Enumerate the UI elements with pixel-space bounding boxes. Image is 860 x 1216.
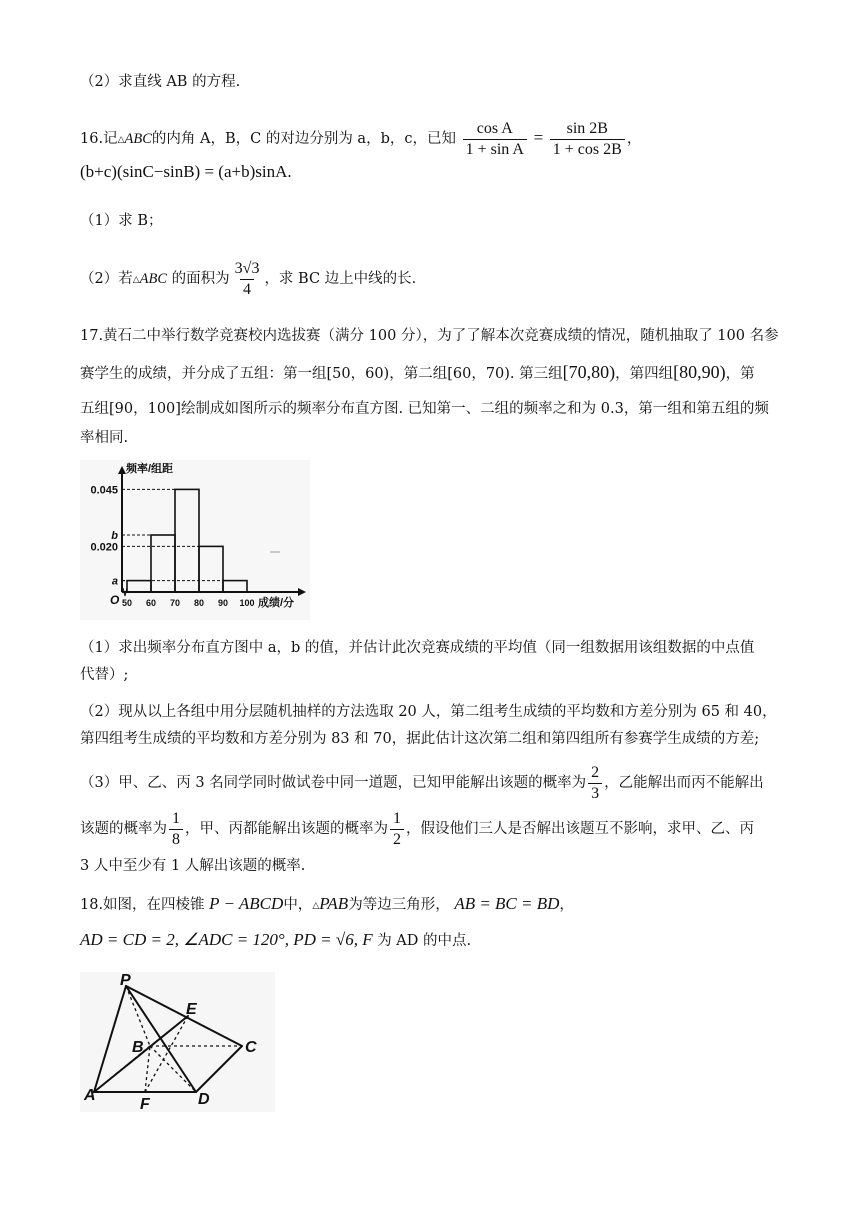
q18-pabcd: P − ABCD xyxy=(209,894,284,913)
y-tick-label: a xyxy=(111,575,118,588)
y-tick-label: 0.020 xyxy=(90,541,118,554)
q18-line1-b: 中， xyxy=(283,897,313,913)
q17-line2-a: 赛学生的成绩，并分成了五组：第一组[50，60)，第二组[60，70). 第三组 xyxy=(80,366,563,382)
q17-part2-a: （2）现从以上各组中用分层随机抽样的方法选取 20 人，第二组考生成绩的平均数和方差分别为 65 和 40， xyxy=(80,704,777,720)
q16-frac2 xyxy=(550,119,625,160)
x-tick-label: 50 xyxy=(121,598,133,608)
q17-part3-c: 3 人中至少有 1 人解出该题的概率. xyxy=(80,858,306,874)
q16-area-num: 3√3 xyxy=(234,259,260,277)
triangle-icon: △ xyxy=(132,275,140,285)
q18-line2 xyxy=(80,930,471,951)
x-axis-title: 成绩/分 xyxy=(258,597,295,609)
q17-part1-a: （1）求出频率分布直方图中 a，b 的值，并估计此次竞赛成绩的平均值（同一组数据用该组数据的中点值 xyxy=(80,640,755,656)
q16-stem-a: 16.记 xyxy=(80,131,118,147)
q16-part2-a: （2）若 xyxy=(80,271,133,287)
triangle-icon: △ xyxy=(312,901,320,911)
q17-line1: 17.黄石二中举行数学竞赛校内选拔赛（满分 100 分），为了了解本次竞赛成绩的情况，随机抽取了 100 名参 xyxy=(80,328,779,344)
q18-line1-c: 为等边三角形， xyxy=(348,897,450,913)
q16-equation: (b+c)(sinC−sinB) = (a+b)sinA. xyxy=(80,162,292,181)
q18-equalities: AB = BC = BD xyxy=(454,894,560,913)
q17-part3-a xyxy=(80,761,764,805)
q18-line1 xyxy=(80,894,574,916)
frequency-histogram xyxy=(80,460,310,620)
q17-line3: 五组[90，100]绘制成如图所示的频率分布直方图. 已知第一、二组的频率之和为 0.3，第一组和第五组的频 xyxy=(80,401,769,417)
q16-part1: （1）求 B； xyxy=(80,213,163,229)
y-tick-label: 0.045 xyxy=(90,484,118,497)
frac-2-3 xyxy=(588,763,602,804)
label-A: A xyxy=(84,1087,96,1104)
label-E: E xyxy=(186,1001,197,1018)
q16-stem xyxy=(80,116,641,162)
q18-line1-a: 18.如图，在四棱锥 xyxy=(80,897,205,913)
q16-stem-b: 的内角 A，B，C 的对边分别为 a，b，c，已知 xyxy=(151,131,456,147)
y-tick-label: b xyxy=(111,530,118,542)
x-tick-label: 70 xyxy=(169,598,181,608)
x-tick-label: 90 xyxy=(217,598,229,608)
q16-comma: ， xyxy=(626,131,642,147)
q16-frac1-num: cos A xyxy=(476,119,513,137)
frac-1-8 xyxy=(169,809,183,850)
origin-label: O xyxy=(110,593,120,607)
label-C: C xyxy=(245,1039,257,1056)
label-B: B xyxy=(132,1039,144,1056)
frac-1-8-den: 8 xyxy=(169,829,183,850)
q15-part2: （2）求直线 AB 的方程. xyxy=(80,74,241,90)
frac-1-2-num: 1 xyxy=(393,809,401,827)
q17-line2-c: ，第 xyxy=(725,366,755,382)
q17-line4: 率相同. xyxy=(80,430,129,446)
q18-line2-b: 为 AD 的中点. xyxy=(377,933,472,949)
x-tick-label: 100 xyxy=(239,598,255,608)
q17-interval4: [80,90) xyxy=(673,362,726,382)
q16-abc: ABC xyxy=(124,131,152,147)
q18-line1-d: ， xyxy=(559,897,574,913)
x-tick-label: 80 xyxy=(193,598,205,608)
q16-frac1-den: 1 + sin A xyxy=(463,139,527,160)
triangle-icon: △ xyxy=(117,135,125,145)
q17-part1-b: 代替）; xyxy=(80,667,129,683)
q17-part3-text-b: ，乙能解出而丙不能解出 xyxy=(604,775,764,791)
q18-pab: PAB xyxy=(319,894,349,913)
q16-area-den: 4 xyxy=(240,279,254,300)
q17-interval3: [70,80) xyxy=(562,362,616,382)
q16-part2 xyxy=(80,257,416,302)
frac-1-8-num: 1 xyxy=(172,809,180,827)
label-D: D xyxy=(198,1091,210,1108)
q16-equals: = xyxy=(533,128,544,147)
q16-frac2-den: 1 + cos 2B xyxy=(550,139,625,160)
pyramid-figure xyxy=(80,972,275,1112)
q17-part3-text-c: 该题的概率为 xyxy=(80,821,167,837)
q17-line2 xyxy=(80,362,755,384)
q16-frac1 xyxy=(463,119,527,160)
q18-conditions: AD = CD = 2, ∠ADC = 120°, PD = √6, F xyxy=(80,930,373,949)
q16-part2-c: ，求 BC 边上中线的长. xyxy=(264,271,417,287)
q16-area-frac xyxy=(232,259,263,300)
q16-frac2-num: sin 2B xyxy=(566,119,608,137)
frac-2-3-num: 2 xyxy=(591,763,600,781)
label-P: P xyxy=(120,972,131,989)
q17-line2-b: ，第四组 xyxy=(615,366,674,382)
q17-part3-text-e: ，假设他们三人是否解出该题互不影响，求甲、乙、丙 xyxy=(406,821,754,837)
y-axis-title: 频率/组距 xyxy=(126,463,174,475)
q17-part2-b: 第四组考生成绩的平均数和方差分别为 83 和 70，据此估计这次第二组和第四组所有参赛学生成绩的方差; xyxy=(80,731,760,747)
frac-1-2 xyxy=(390,809,404,850)
q17-part3-b xyxy=(80,807,754,851)
q17-part3-text-d: ，甲、丙都能解出该题的概率为 xyxy=(185,821,388,837)
q16-part2-b: 的面积为 xyxy=(171,271,230,287)
q16-abc-2: ABC xyxy=(139,271,168,287)
q17-part3-text-a: （3）甲、乙、丙 3 名同学同时做试卷中同一道题，已知甲能解出该题的概率为 xyxy=(80,775,587,791)
frac-1-2-den: 2 xyxy=(390,829,404,850)
frac-2-3-den: 3 xyxy=(588,783,602,804)
label-F: F xyxy=(140,1096,150,1112)
x-tick-label: 60 xyxy=(145,598,157,608)
